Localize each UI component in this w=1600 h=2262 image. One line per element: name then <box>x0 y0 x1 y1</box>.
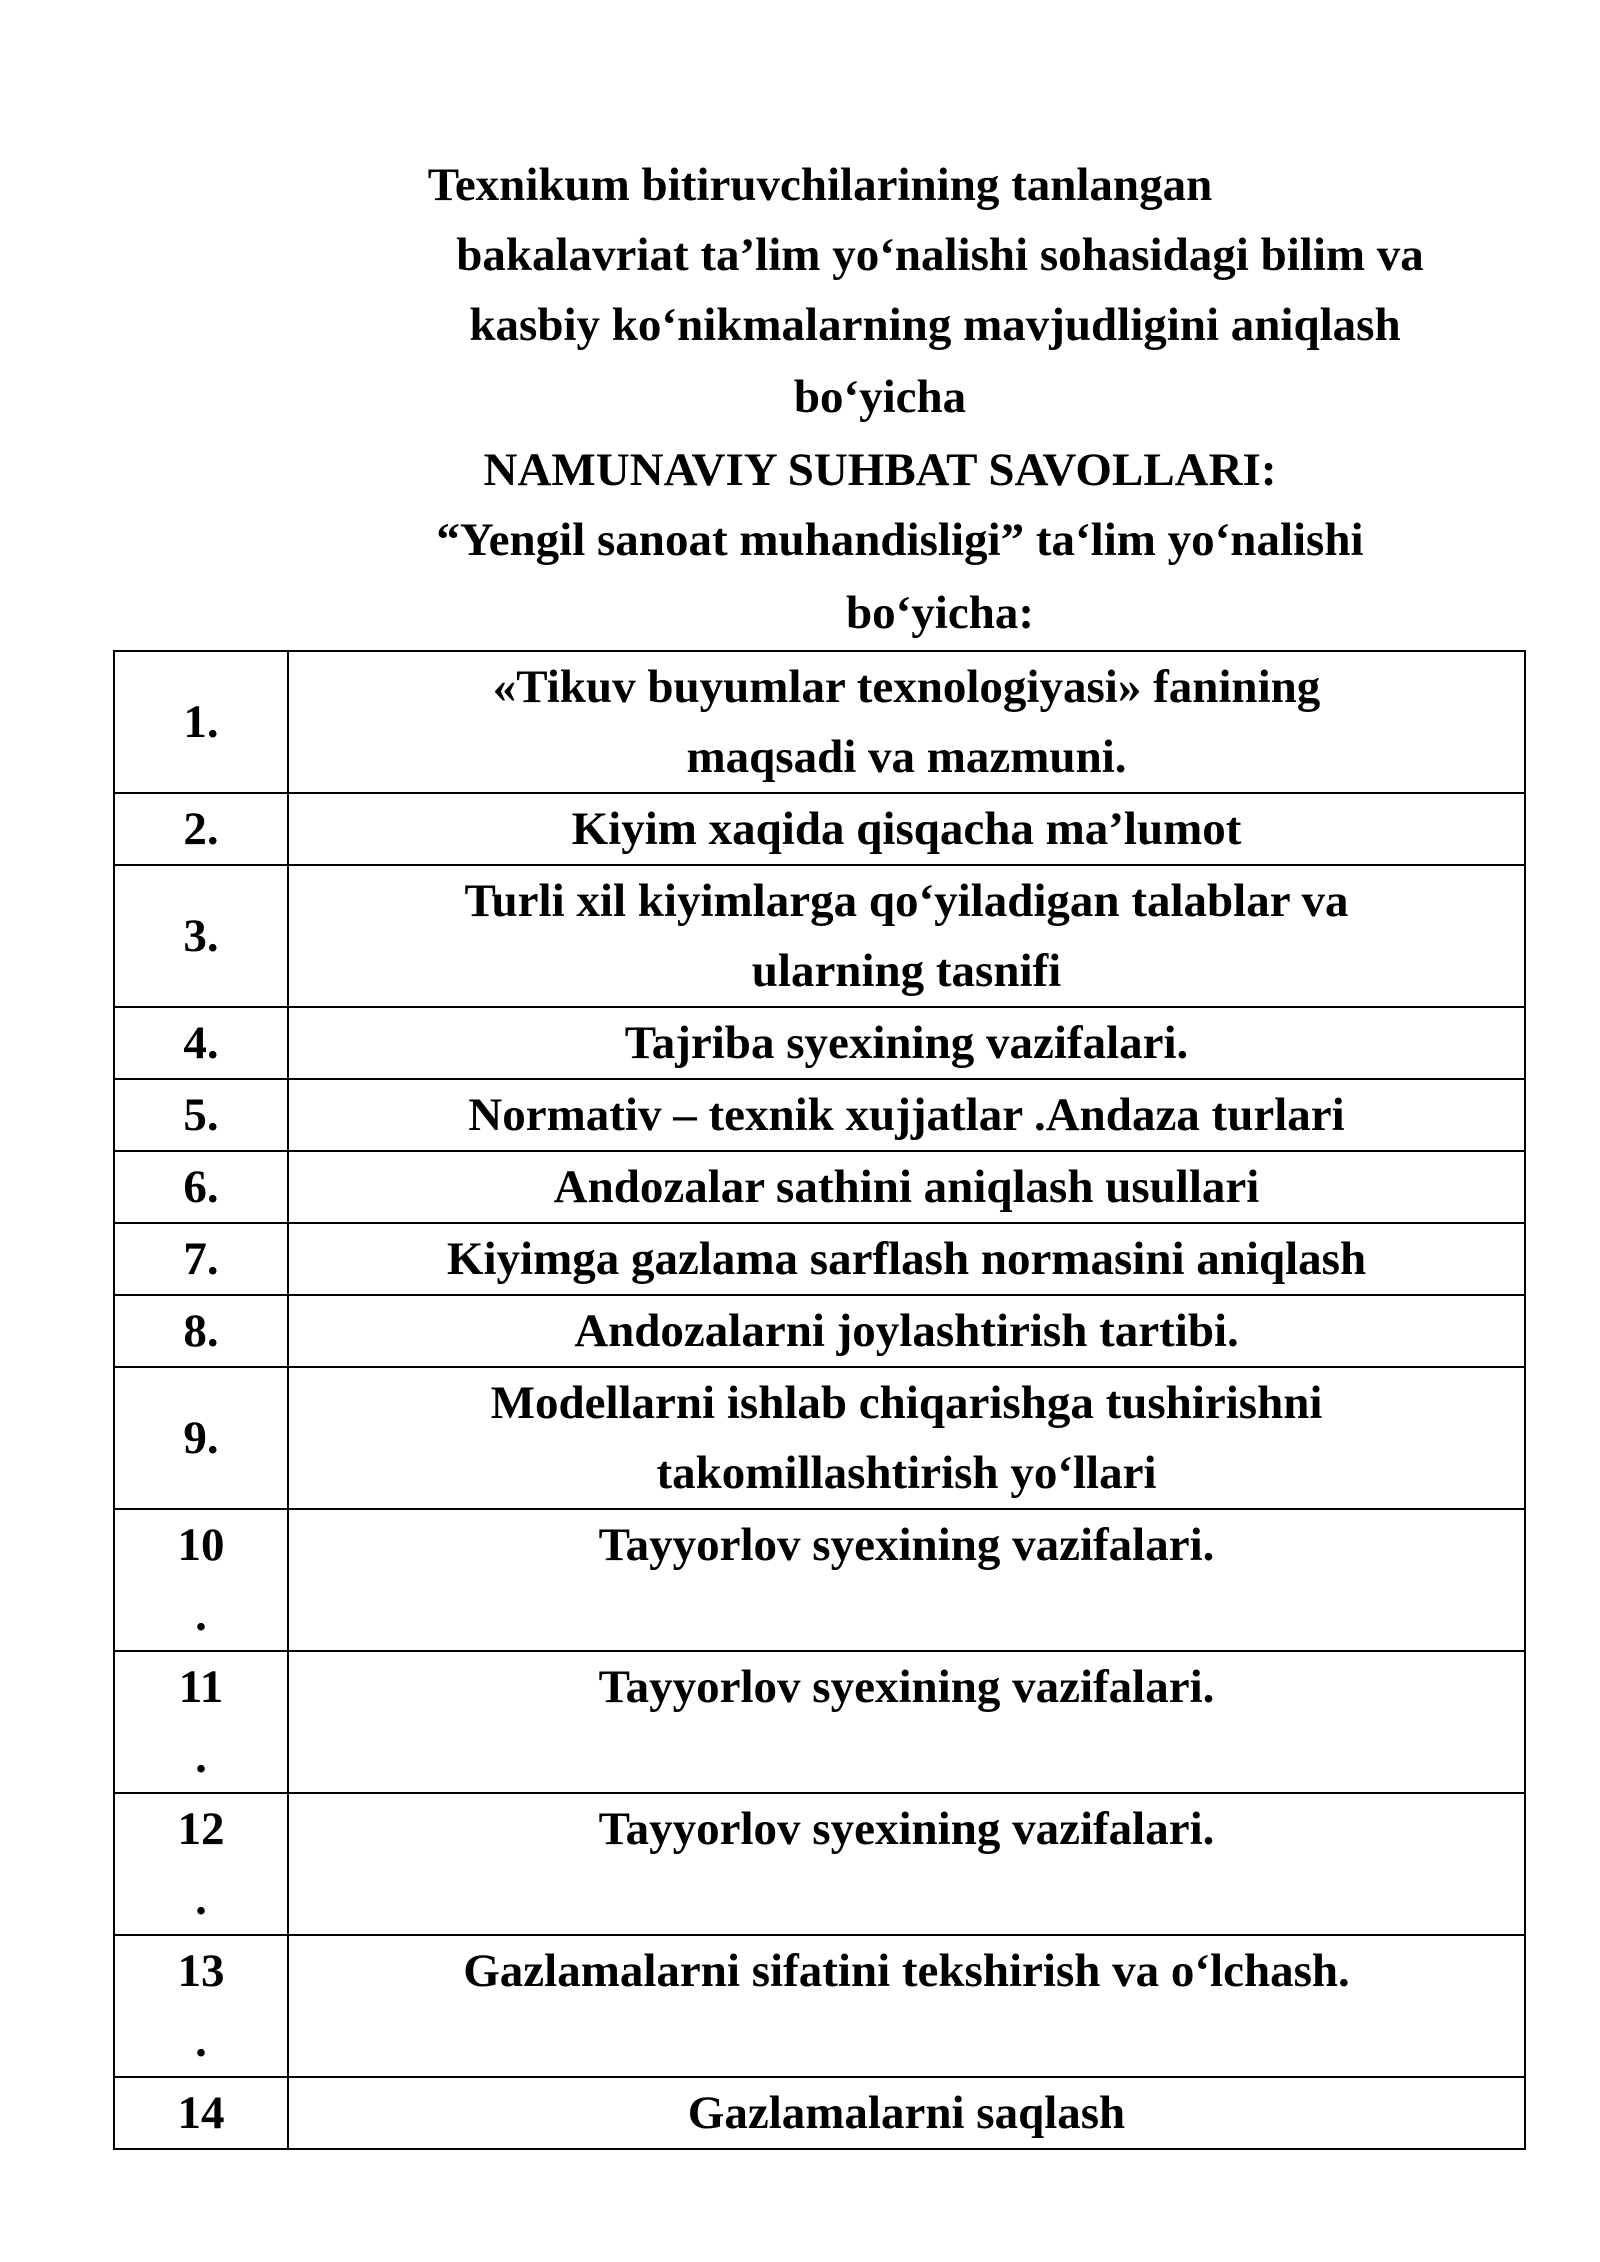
question-number-value: 10 <box>177 1519 225 1571</box>
question-text: Tayyorlov syexining vazifalari. <box>288 1793 1525 1935</box>
question-number: 6. <box>114 1151 288 1223</box>
question-text <box>288 1367 1525 1509</box>
direction-title-line-1: “Yengil sanoat muhandisligi” ta‘lim yo‘nalishi <box>436 514 1364 566</box>
question-number: 4. <box>114 1007 288 1079</box>
question-text-line: Modellarni ishlab chiqarishga tushirishni <box>490 1377 1323 1429</box>
question-text: Andozalar sathini aniqlash usullari <box>288 1151 1525 1223</box>
questions-table <box>113 650 1526 2150</box>
table-row <box>114 1651 1525 1793</box>
question-number: 9. <box>114 1367 288 1509</box>
question-number-value: 13 <box>177 1945 225 1997</box>
question-number-dot: . <box>195 2015 207 2067</box>
question-text <box>288 651 1525 793</box>
question-text-line: maqsadi va mazmuni. <box>686 731 1127 783</box>
question-number-dot: . <box>195 1589 207 1641</box>
question-number: 3. <box>114 865 288 1007</box>
document-title-line-4: bo‘yicha <box>793 371 967 423</box>
question-number-dot: . <box>195 1731 207 1783</box>
table-row <box>114 1223 1525 1295</box>
question-number: 8. <box>114 1295 288 1367</box>
question-text: Kiyim xaqida qisqacha ma’lumot <box>288 793 1525 865</box>
table-row <box>114 865 1525 1007</box>
document-subtitle: NAMUNAVIY SUHBAT SAVOLLARI: <box>483 444 1277 496</box>
question-number: 14 <box>114 2077 288 2149</box>
question-text: Andozalarni joylashtirish tartibi. <box>288 1295 1525 1367</box>
direction-title-line-2: bo‘yicha: <box>846 587 1034 639</box>
question-text: Tayyorlov syexining vazifalari. <box>288 1509 1525 1651</box>
question-text: Gazlamalarni saqlash <box>288 2077 1525 2149</box>
document-title-line-3: kasbiy ko‘nikmalarning mavjudligini aniqlash <box>469 299 1401 351</box>
question-number <box>114 1935 288 2077</box>
question-text-line: Turli xil kiyimlarga qo‘yiladigan talablar va <box>464 875 1349 927</box>
question-text-line: ularning tasnifi <box>751 945 1062 997</box>
question-text <box>288 865 1525 1007</box>
question-number-value: 11 <box>178 1661 224 1713</box>
question-text: Tayyorlov syexining vazifalari. <box>288 1651 1525 1793</box>
question-number-dot: . <box>195 1873 207 1925</box>
question-number <box>114 1793 288 1935</box>
table-row <box>114 1295 1525 1367</box>
table-row <box>114 1007 1525 1079</box>
table-row <box>114 1509 1525 1651</box>
question-number-value: 12 <box>177 1803 225 1855</box>
question-number <box>114 1509 288 1651</box>
table-row <box>114 1151 1525 1223</box>
question-number: 5. <box>114 1079 288 1151</box>
question-number: 2. <box>114 793 288 865</box>
question-text: Normativ – texnik xujjatlar .Andaza turlari <box>288 1079 1525 1151</box>
question-number: 7. <box>114 1223 288 1295</box>
table-row <box>114 1367 1525 1509</box>
table-row <box>114 651 1525 793</box>
question-text: Gazlamalarni sifatini tekshirish va o‘lchash. <box>288 1935 1525 2077</box>
table-row <box>114 1079 1525 1151</box>
document-title-line-2: bakalavriat ta’lim yo‘nalishi sohasidagi bilim va <box>456 229 1424 281</box>
question-text: Kiyimga gazlama sarflash normasini aniqlash <box>288 1223 1525 1295</box>
question-text-line: takomillashtirish yo‘llari <box>656 1447 1157 1499</box>
question-text: Tajriba syexining vazifalari. <box>288 1007 1525 1079</box>
question-number: 1. <box>114 651 288 793</box>
table-row <box>114 2077 1525 2149</box>
question-text-line: «Tikuv buyumlar texnologiyasi» fanining <box>492 661 1321 713</box>
table-row <box>114 1935 1525 2077</box>
table-row <box>114 1793 1525 1935</box>
document-title-line-1: Texnikum bitiruvchilarining tanlangan <box>427 159 1213 211</box>
table-row <box>114 793 1525 865</box>
question-number <box>114 1651 288 1793</box>
